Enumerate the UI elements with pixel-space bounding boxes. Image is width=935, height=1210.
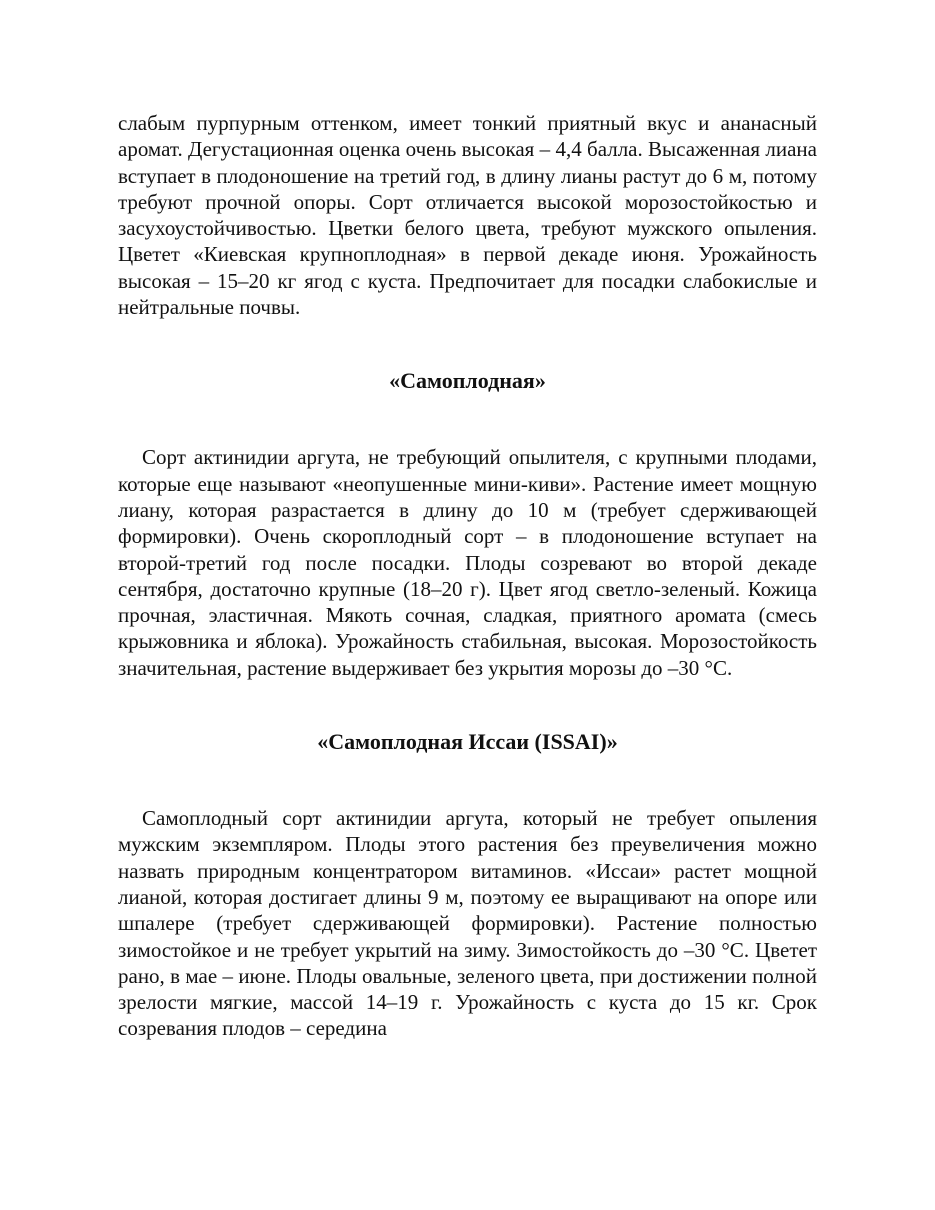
section-heading-issai: «Самоплодная Иссаи (ISSAI)»	[317, 729, 618, 755]
section-paragraph-samoplodnaya: Сорт актинидии аргута, не требующий опылителя, с крупными плодами, которые еще называют «неопушенные мини-киви». Растение имеет мощную лиану, которая разрастается в длину до 10 м (требует сдерживающей формировки). Очень скороплодный сорт – в плодоношение вступает на второй-третий год после посадки. Плоды созревают во второй декаде сентября, достаточно крупные (18–20 г). Цвет ягод светло-зеленый. Кожица прочная, эластичная. Мякоть сочная, сладкая, приятного аромата (смесь крыжовника и яблока). Урожайность стабильная, высокая. Морозостойкость значительная, растение выдерживает без укрытия морозы до –30 °С.	[118, 445, 817, 680]
document-page	[118, 110, 817, 1042]
intro-paragraph: слабым пурпурным оттенком, имеет тонкий приятный вкус и ананасный аромат. Дегустационная оценка очень высокая – 4,4 балла. Высаженная лиана вступает в плодоношение на третий год, в длину лианы растут до 6 м, потому требуют прочной опоры. Сорт отличается высокой морозостойкостью и засухоустойчивостью. Цветки белого цвета, требуют мужского опыления. Цветет «Киевская крупноплодная» в первой декаде июня. Урожайность высокая – 15–20 кг ягод с куста. Предпочитает для посадки слабокислые и нейтральные почвы.	[118, 111, 817, 320]
section-heading-samoplodnaya: «Самоплодная»	[389, 368, 546, 394]
section-paragraph-issai: Самоплодный сорт актинидии аргута, который не требует опыления мужским экземпляром. Плоды этого растения без преувеличения можно назвать природным концентратором витаминов. «Иссаи» растет мощной лианой, которая достигает длины 9 м, поэтому ее выращивают на опоре или шпалере (требует сдерживающей формировки). Растение полностью зимостойкое и не требует укрытий на зиму. Зимостойкость до –30 °С. Цветет рано, в мае – июне. Плоды овальные, зеленого цвета, при достижении полной зрелости мягкие, массой 14–19 г. Урожайность с куста до 15 кг. Срок созревания плодов – середина	[118, 806, 817, 1041]
